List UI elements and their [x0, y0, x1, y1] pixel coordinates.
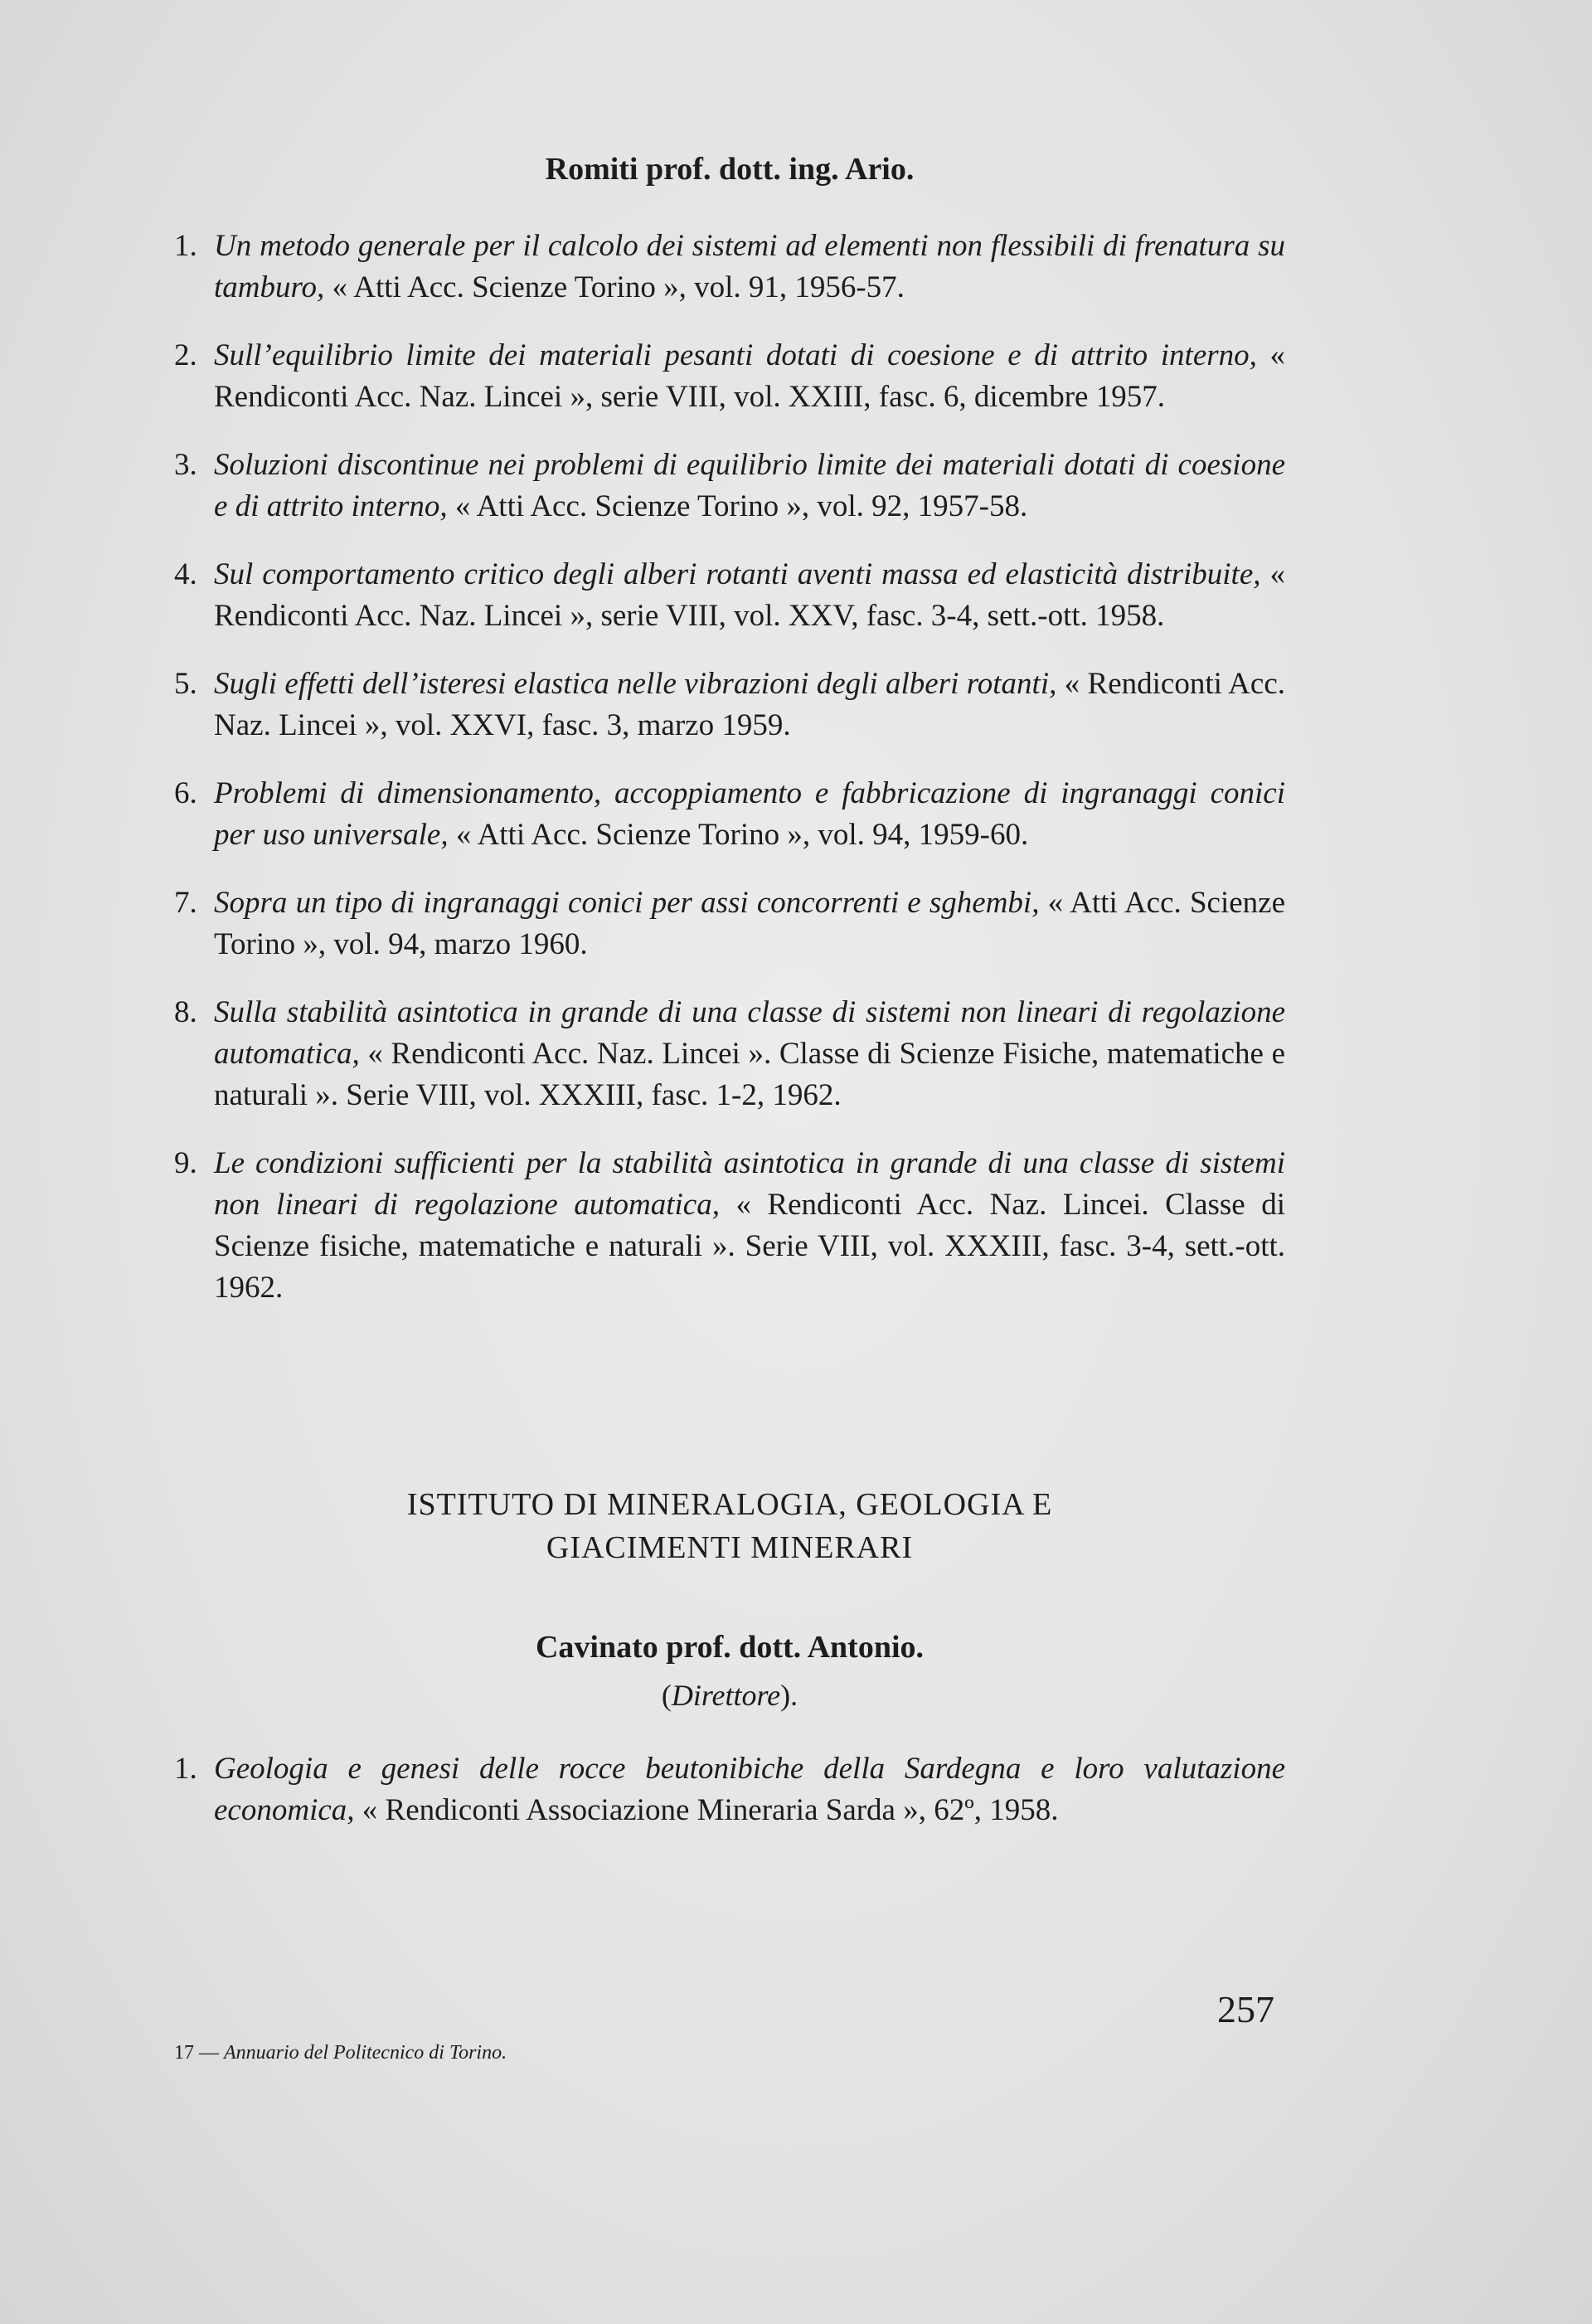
- reference-number: 3.: [174, 448, 197, 482]
- reference-title: Sull’equilibrio limite dei materiali pesanti dotati di coesione e di attrito interno,: [214, 338, 1257, 372]
- page-content: [174, 149, 1285, 1858]
- reference-source: « Atti Acc. Scienze Torino », vol. 94, marzo 1960.: [214, 886, 1285, 961]
- reference-item: [174, 773, 1285, 856]
- reference-title: Le condizioni sufficienti per la stabilità asintotica in grande di una classe di sistemi non lineari di regolazione automatica,: [214, 1146, 1285, 1222]
- reference-item: [174, 1143, 1285, 1309]
- reference-list-cavinato: [174, 1748, 1285, 1831]
- reference-number: 6.: [174, 776, 197, 810]
- reference-title: Soluzioni discontinue nei problemi di equilibrio limite dei materiali dotati di coesione e di attrito interno,: [214, 448, 1285, 523]
- section-title: [174, 1483, 1285, 1569]
- reference-number: 1.: [174, 229, 197, 263]
- reference-item: [174, 992, 1285, 1116]
- reference-title: Sopra un tipo di ingranaggi conici per assi concorrenti e sghembi,: [214, 886, 1040, 920]
- page-footer: [174, 2042, 507, 2064]
- reference-title: Sugli effetti dell’isteresi elastica nelle vibrazioni degli alberi rotanti,: [214, 667, 1057, 701]
- footer-journal-title: Annuario del Politecnico di Torino.: [224, 2042, 507, 2064]
- author-role: (Direttore).: [661, 1679, 798, 1712]
- footer-signature-number: 17 —: [174, 2042, 219, 2064]
- reference-item: [174, 445, 1285, 528]
- reference-list-romiti: [174, 226, 1285, 1309]
- author-heading-romiti: Romiti prof. dott. ing. Ario.: [545, 152, 915, 187]
- reference-source: « Atti Acc. Scienze Torino », vol. 92, 1957-58.: [447, 489, 1028, 523]
- reference-item: [174, 226, 1285, 309]
- reference-item: [174, 554, 1285, 637]
- reference-number: 5.: [174, 667, 197, 701]
- reference-source: « Rendiconti Associazione Mineraria Sarda », 62º, 1958.: [354, 1793, 1059, 1827]
- reference-source: « Atti Acc. Scienze Torino », vol. 94, 1959-60.: [448, 818, 1029, 852]
- reference-number: 2.: [174, 338, 197, 372]
- reference-source: « Rendiconti Acc. Naz. Lincei », vol. XXVI, fasc. 3, marzo 1959.: [214, 667, 1285, 742]
- reference-number: 4.: [174, 557, 197, 591]
- section-title-line: GIACIMENTI MINERARI: [546, 1530, 914, 1565]
- section-title-line: ISTITUTO DI MINERALOGIA, GEOLOGIA E: [406, 1487, 1053, 1522]
- reference-title: Sulla stabilità asintotica in grande di una classe di sistemi non lineari di regolazione automatica,: [214, 995, 1285, 1071]
- reference-source: « Rendiconti Acc. Naz. Lincei », serie VIII, vol. XXV, fasc. 3-4, sett.-ott. 1958.: [214, 557, 1285, 633]
- reference-title: Un metodo generale per il calcolo dei sistemi ad elementi non flessibili di frenatura su tamburo,: [214, 229, 1285, 304]
- reference-source: « Rendiconti Acc. Naz. Lincei », serie VIII, vol. XXIII, fasc. 6, dicembre 1957.: [214, 338, 1285, 414]
- reference-number: 7.: [174, 886, 197, 920]
- reference-number: 1.: [174, 1752, 197, 1786]
- reference-source: « Atti Acc. Scienze Torino », vol. 91, 1956-57.: [324, 270, 905, 304]
- reference-item: [174, 335, 1285, 418]
- reference-source: « Rendiconti Acc. Naz. Lincei. Classe di Scienze fisiche, matematiche e naturali ». Serie VIII, vol. XXXIII, fasc. 3-4, sett.-ott. 1962.: [214, 1188, 1285, 1305]
- reference-number: 9.: [174, 1146, 197, 1180]
- reference-item: [174, 664, 1285, 746]
- author-heading-cavinato: Cavinato prof. dott. Antonio.: [535, 1630, 925, 1665]
- author-role-text: Direttore: [671, 1679, 781, 1712]
- reference-title: Problemi di dimensionamento, accoppiamento e fabbricazione di ingranaggi conici per uso universale,: [214, 776, 1285, 852]
- reference-title: Sul comportamento critico degli alberi rotanti aventi massa ed elasticità distribuite,: [214, 557, 1261, 591]
- page-number: 257: [1217, 1988, 1274, 2030]
- reference-source: « Rendiconti Acc. Naz. Lincei ». Classe di Scienze Fisiche, matematiche e naturali ». Serie VIII, vol. XXXIII, fasc. 1-2, 1962.: [214, 1037, 1285, 1112]
- reference-item: [174, 882, 1285, 965]
- reference-item: [174, 1748, 1285, 1831]
- reference-number: 8.: [174, 995, 197, 1029]
- reference-title: Geologia e genesi delle rocce beutonibiche della Sardegna e loro valutazione economica,: [214, 1752, 1285, 1827]
